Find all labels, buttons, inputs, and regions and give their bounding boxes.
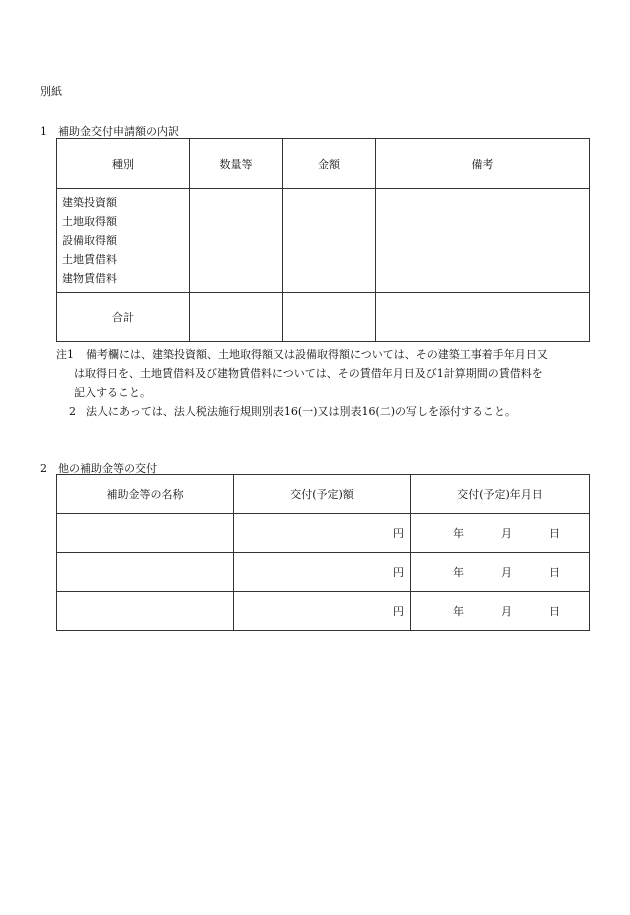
subsidy-date-cell[interactable] — [411, 553, 590, 592]
header-subsidy-name: 補助金等の名称 — [57, 475, 234, 514]
subsidy-row — [57, 592, 590, 631]
amount-cell[interactable] — [283, 189, 376, 293]
breakdown-table — [56, 138, 590, 342]
subsidy-amount-cell[interactable]: 円 — [234, 514, 411, 553]
total-amount-cell[interactable] — [283, 293, 376, 342]
subsidy-row — [57, 553, 590, 592]
subsidy-amount-cell[interactable]: 円 — [234, 592, 411, 631]
subsidy-header-row — [57, 475, 590, 514]
date-month: 月 — [501, 605, 512, 618]
header-amount: 金額 — [283, 139, 376, 189]
date-day: 日 — [549, 605, 560, 618]
date-month: 月 — [501, 566, 512, 579]
section1-heading: 1 補助金交付申請額の内訳 — [40, 125, 179, 138]
quantity-cell[interactable] — [190, 189, 283, 293]
attachment-label: 別紙 — [40, 85, 62, 98]
subsidy-date-cell[interactable] — [411, 514, 590, 553]
subsidy-name-cell[interactable] — [57, 514, 234, 553]
date-day: 日 — [549, 566, 560, 579]
item-land-acquisition: 土地取得額 — [62, 215, 117, 228]
item-building-investment: 建築投資額 — [62, 196, 117, 209]
note1-line2: は取得日を、土地賃借料及び建物賃借料については、その賃借年月日及び1計算期間の賃借料を — [74, 367, 543, 380]
header-quantity: 数量等 — [190, 139, 283, 189]
item-land-rent: 土地賃借料 — [62, 253, 117, 266]
header-planned-amount: 交付(予定)額 — [234, 475, 411, 514]
date-day: 日 — [549, 527, 560, 540]
breakdown-header-row — [57, 139, 590, 189]
total-quantity-cell[interactable] — [190, 293, 283, 342]
note-1 — [56, 345, 601, 402]
note-2 — [69, 402, 601, 421]
notes-block — [56, 345, 601, 421]
items-list — [57, 189, 190, 293]
subsidy-row — [57, 514, 590, 553]
item-equipment-acquisition: 設備取得額 — [62, 234, 117, 247]
total-remarks-cell[interactable] — [376, 293, 590, 342]
date-year: 年 — [453, 527, 464, 540]
note2-text: 法人にあっては、法人税法施行規則別表16(一)又は別表16(二)の写しを添付すること。 — [86, 405, 517, 418]
item-building-rent: 建物賃借料 — [62, 272, 117, 285]
note1-marker: 注1 — [56, 348, 74, 361]
header-planned-date: 交付(予定)年月日 — [411, 475, 590, 514]
subsidy-name-cell[interactable] — [57, 553, 234, 592]
header-type: 種別 — [57, 139, 190, 189]
date-year: 年 — [453, 605, 464, 618]
other-subsidies-table — [56, 474, 590, 631]
breakdown-total-row — [57, 293, 590, 342]
date-year: 年 — [453, 566, 464, 579]
note2-marker: 2 — [69, 405, 76, 418]
total-label: 合計 — [57, 293, 190, 342]
subsidy-name-cell[interactable] — [57, 592, 234, 631]
subsidy-date-cell[interactable] — [411, 592, 590, 631]
date-month: 月 — [501, 527, 512, 540]
section2-heading: 2 他の補助金等の交付 — [40, 462, 157, 475]
subsidy-amount-cell[interactable]: 円 — [234, 553, 411, 592]
header-remarks: 備考 — [376, 139, 590, 189]
note1-line1: 備考欄には、建築投資額、土地取得額又は設備取得額については、その建築工事着手年月日又 — [86, 348, 548, 361]
remarks-cell[interactable] — [376, 189, 590, 293]
breakdown-items-row — [57, 189, 590, 293]
note1-line3: 記入すること。 — [74, 386, 151, 399]
